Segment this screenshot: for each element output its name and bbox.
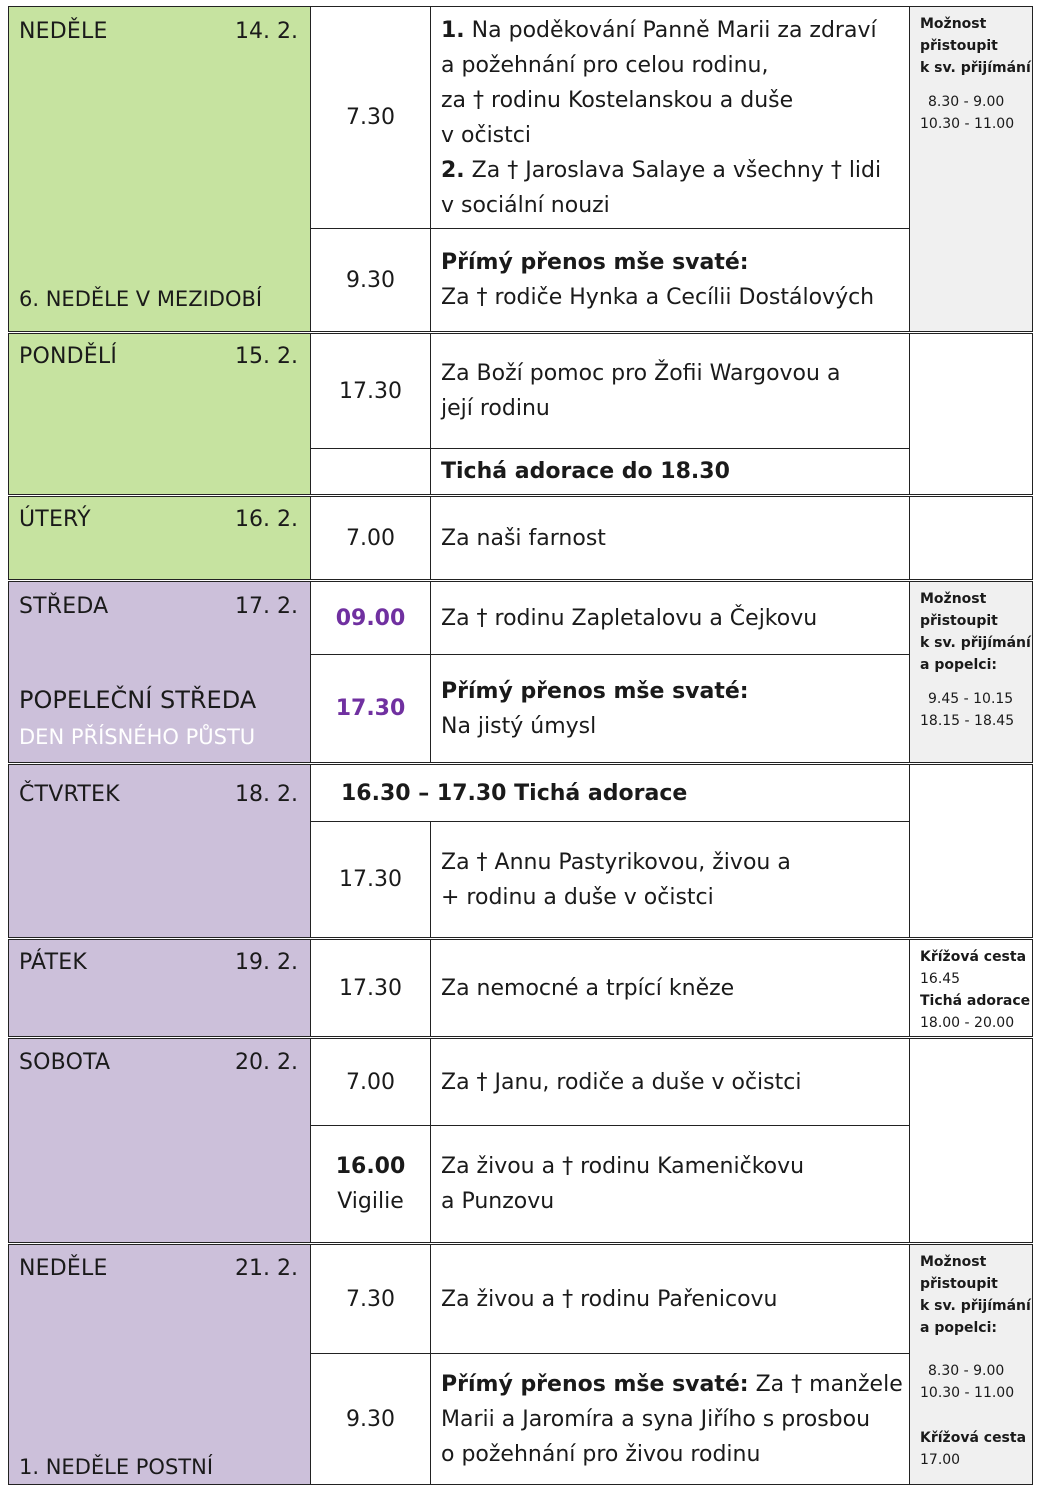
mass-time: 7.30	[310, 6, 431, 229]
mass-intention: Za živou a † rodinu Kameničkovu a Punzovu	[430, 1125, 910, 1243]
mass-intention: Za † Janu, rodiče a duše v očistci	[430, 1038, 910, 1126]
day-name: ÚTERÝ	[19, 507, 91, 532]
day-name: PÁTEK	[19, 950, 87, 975]
day-name: SOBOTA	[19, 1050, 111, 1075]
day-date: 15. 2.	[235, 344, 298, 369]
note-empty	[909, 496, 1033, 580]
mass-intention: 1. Na poděkování Panně Marii za zdraví a požehnání pro celou rodinu, za † rodinu Kostelanskou a duše v očistci 2. Za † Jaroslava Salaye a všechny † lidi v sociální nouzi	[430, 6, 910, 229]
mass-time: 17.30	[310, 821, 431, 938]
day-name: NEDĚLE	[19, 1256, 108, 1281]
livestream-heading: Přímý přenos mše svaté:	[441, 1371, 749, 1397]
communion-note: Možnost přistoupit k sv. přijímání a popelci: 9.45 - 10.15 18.15 - 18.45	[909, 581, 1033, 763]
day-date: 14. 2.	[235, 19, 298, 44]
mass-time-empty	[310, 448, 431, 495]
adoration-row: 16.30 – 17.30 Tichá adorace	[310, 764, 910, 822]
mass-intention: Přímý přenos mše svaté: Na jistý úmysl	[430, 654, 910, 763]
day-monday-15-2	[8, 333, 311, 495]
friday-note: Křížová cesta 16.45 Tichá adorace 18.00 - 20.00	[909, 939, 1033, 1037]
mass-intention: Za živou a † rodinu Pařenicovu	[430, 1244, 910, 1354]
mass-time: 7.00	[310, 496, 431, 580]
day-name: NEDĚLE	[19, 19, 108, 44]
livestream-heading: Přímý přenos mše svaté:	[441, 678, 749, 704]
mass-intention: Za naši farnost	[430, 496, 910, 580]
mass-intention: Za † rodinu Zapletalovu a Čejkovu	[430, 581, 910, 655]
mass-intention: Za † Annu Pastyrikovou, živou a + rodinu a duše v očistci	[430, 821, 910, 938]
day-name: ČTVRTEK	[19, 782, 120, 807]
mass-time: 7.00	[310, 1038, 431, 1126]
day-subtitle: 1. NEDĚLE POSTNÍ	[19, 1455, 214, 1479]
vigil-label: Vigilie	[337, 1189, 404, 1214]
day-tuesday-16-2	[8, 496, 311, 580]
day-name: PONDĚLÍ	[19, 344, 118, 369]
day-saturday-20-2	[8, 1038, 311, 1243]
day-date: 16. 2.	[235, 507, 298, 532]
communion-note: Možnost přistoupit k sv. přijímání 8.30 - 9.00 10.30 - 11.00	[909, 6, 1033, 332]
mass-intention: Přímý přenos mše svaté: Za † rodiče Hynka a Cecílii Dostálových	[430, 228, 910, 332]
day-sunday-21-2	[8, 1244, 311, 1485]
feast-subtitle: DEN PŘÍSNÉHO PŮSTU	[19, 725, 256, 749]
mass-intention: Za Boží pomoc pro Žofii Wargovou a její rodinu	[430, 333, 910, 449]
day-thursday-18-2	[8, 764, 311, 938]
day-date: 19. 2.	[235, 950, 298, 975]
day-date: 21. 2.	[235, 1256, 298, 1281]
mass-time: 17.30	[310, 654, 431, 763]
mass-time: 09.00	[310, 581, 431, 655]
communion-note: Možnost přistoupit k sv. přijímání a popelci: 8.30 - 9.00 10.30 - 11.00 Křížová cesta 17.00	[909, 1244, 1033, 1485]
day-name: STŘEDA	[19, 594, 109, 619]
mass-intention: Za nemocné a trpící kněze	[430, 939, 910, 1037]
day-sunday-14-2	[8, 6, 311, 332]
adoration-text: Tichá adorace do 18.30	[430, 448, 910, 495]
mass-time: 17.30	[310, 333, 431, 449]
day-friday-19-2	[8, 939, 311, 1037]
day-date: 18. 2.	[235, 782, 298, 807]
mass-time: 9.30	[310, 1353, 431, 1485]
mass-time: 16.00 Vigilie	[310, 1125, 431, 1243]
feast-title: POPELEČNÍ STŘEDA	[19, 686, 257, 714]
day-date: 20. 2.	[235, 1050, 298, 1075]
day-wednesday-17-2	[8, 581, 311, 763]
note-empty	[909, 1038, 1033, 1243]
mass-intention: Přímý přenos mše svaté: Za † manžele Marii a Jaromíra a syna Jiřího s prosbou o požehnání pro živou rodinu	[430, 1353, 910, 1485]
mass-time: 7.30	[310, 1244, 431, 1354]
livestream-heading: Přímý přenos mše svaté:	[441, 250, 749, 275]
day-date: 17. 2.	[235, 594, 298, 619]
mass-time: 17.30	[310, 939, 431, 1037]
mass-time: 9.30	[310, 228, 431, 332]
day-subtitle: 6. NEDĚLE V MEZIDOBÍ	[19, 287, 263, 311]
note-empty	[909, 333, 1033, 495]
note-empty	[909, 764, 1033, 938]
